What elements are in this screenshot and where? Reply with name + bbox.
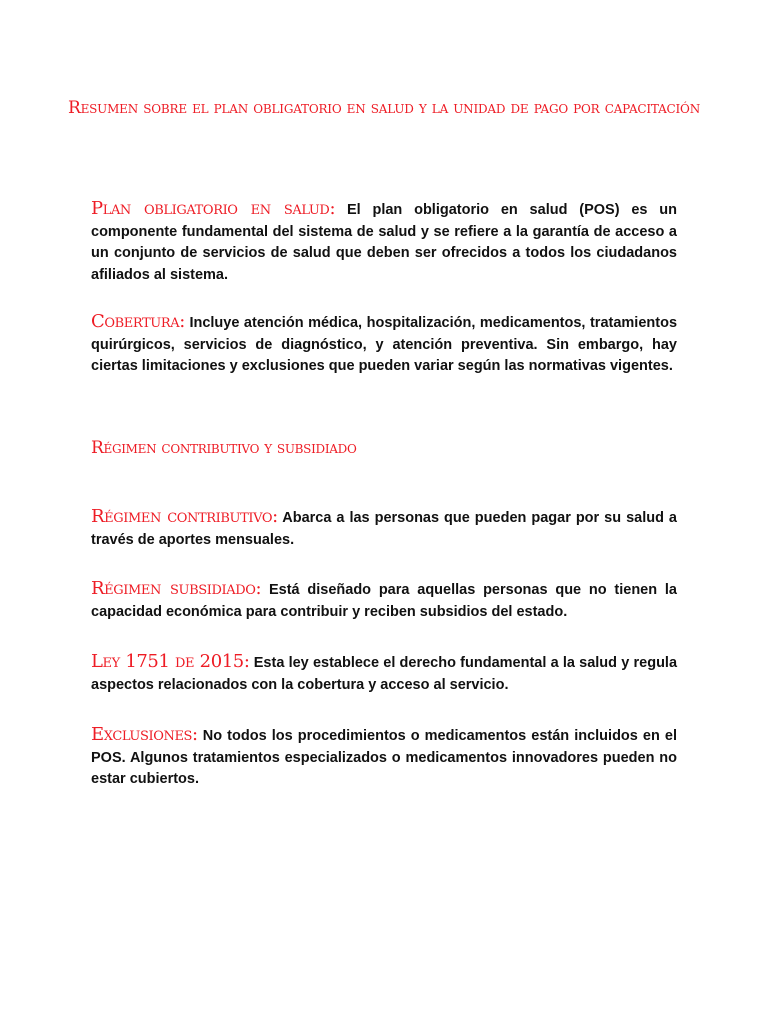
- section-text-exclusiones: No todos los procedimientos o medicamentos están incluidos en el POS. Algunos tratamientos especializados o medicamentos innovadores pueden no estar cubiertos.: [91, 728, 677, 787]
- section-label-cobertura: Cobertura:: [91, 311, 185, 332]
- section-regimen-subsidiado: [91, 578, 677, 623]
- section-exclusiones: [91, 724, 677, 791]
- section-text-regimen-subsidiado: Está diseñado para aquellas personas que no tienen la capacidad económica para contribuir y reciben subsidios del estado.: [91, 582, 677, 620]
- document-title: Resumen sobre el plan obligatorio en salud y la unidad de pago por capacitación: [68, 98, 700, 118]
- section-text-ley-1751: Esta ley establece el derecho fundamental a la salud y regula aspectos relacionados con la cobertura y acceso al servicio.: [91, 655, 678, 693]
- section-text-cobertura: Incluye atención médica, hospitalización, medicamentos, tratamientos quirúrgicos, servicios de diagnóstico, y atención preventiva. Sin embargo, hay ciertas limitaciones y exclusiones que pueden variar según las normativas vigentes.: [91, 315, 678, 374]
- regimen-heading: Régimen contributivo y subsidiado: [91, 438, 357, 458]
- section-ley-1751: [91, 651, 677, 696]
- section-regimen-contributivo: [91, 506, 677, 551]
- section-cobertura: [91, 311, 677, 378]
- section-label-plan-obligatorio: Plan obligatorio en salud:: [91, 198, 336, 219]
- section-label-regimen-contributivo: Régimen contributivo:: [91, 506, 278, 527]
- section-label-ley-1751: Ley 1751 de 2015:: [91, 651, 250, 672]
- section-plan-obligatorio: [91, 198, 677, 286]
- section-text-regimen-contributivo: Abarca a las personas que pueden pagar por su salud a través de aportes mensuales.: [91, 510, 677, 548]
- section-label-regimen-subsidiado: Régimen subsidiado:: [91, 578, 262, 599]
- section-label-exclusiones: Exclusiones:: [91, 724, 198, 745]
- section-text-plan-obligatorio: El plan obligatorio en salud (POS) es un componente fundamental del sistema de salud y se refiere a la garantía de acceso a un conjunto de servicios de salud que deben ser ofrecidos a todos los ciudadanos afiliados al sistema.: [91, 202, 678, 283]
